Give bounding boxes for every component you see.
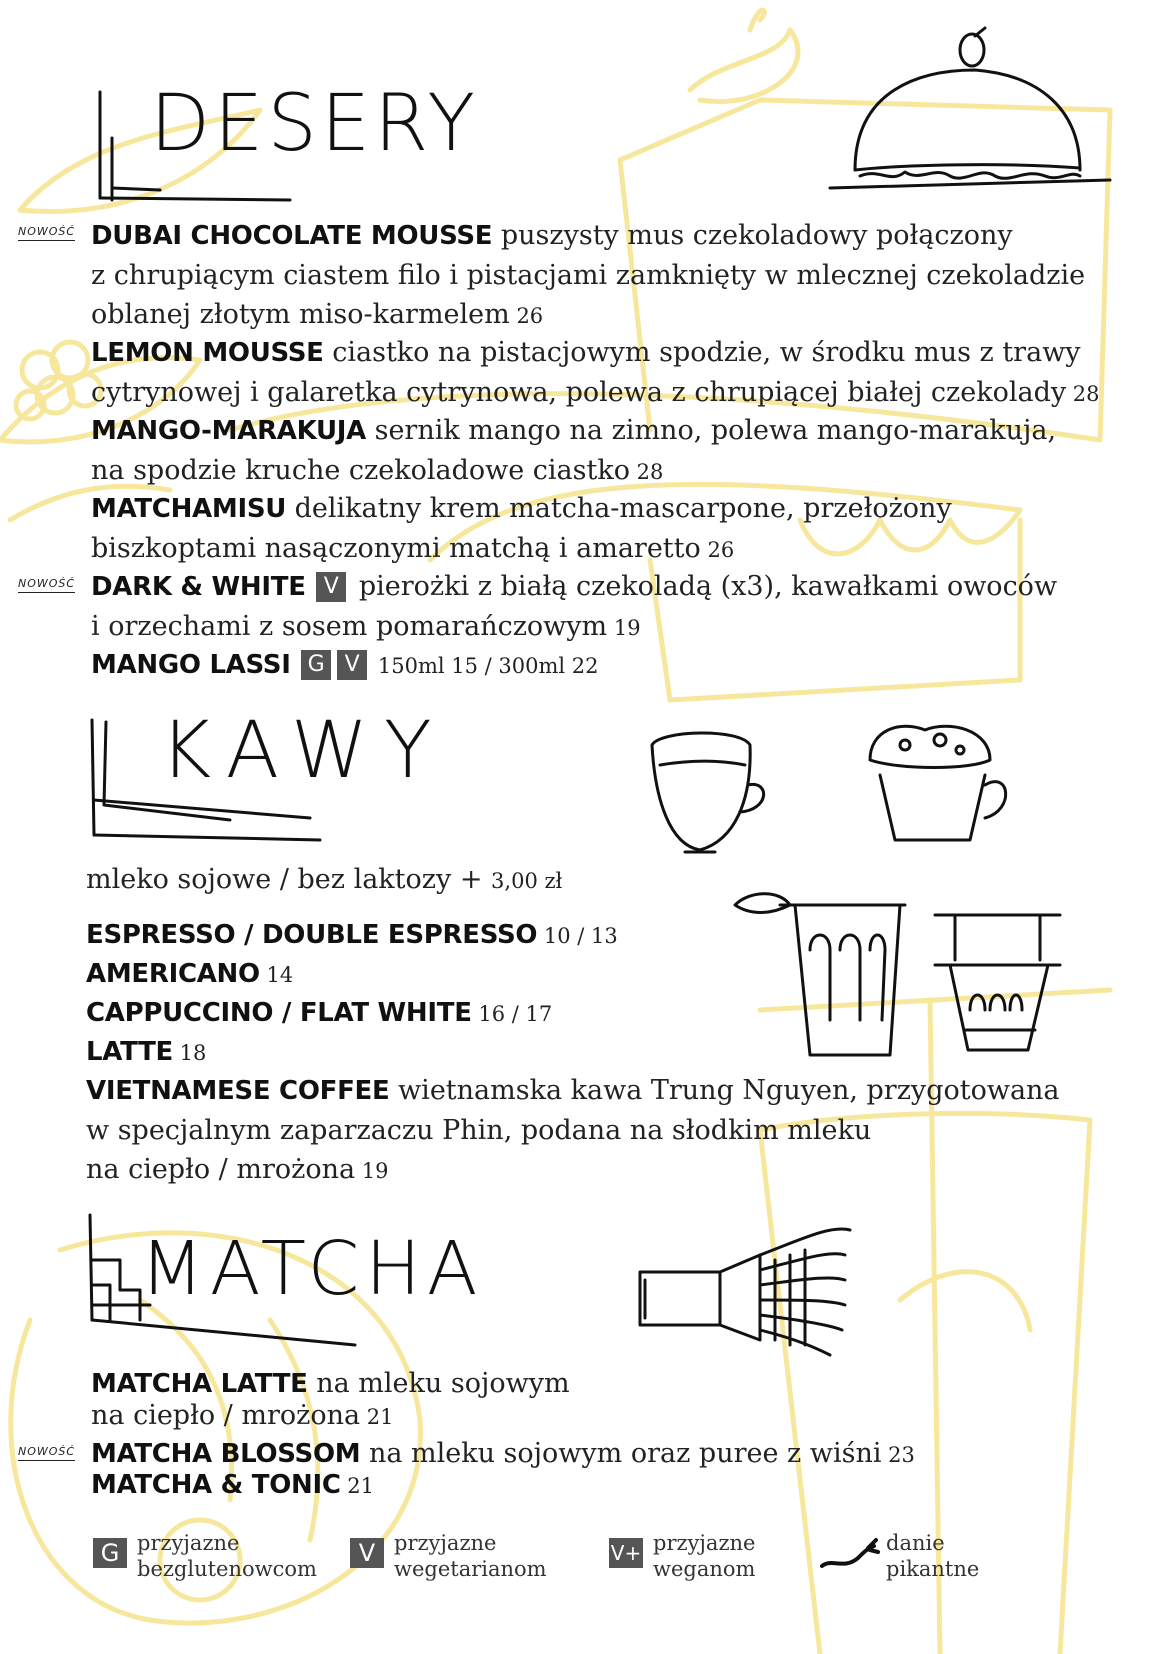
vegetarian-badge: V xyxy=(316,572,346,602)
gluten-free-badge: G xyxy=(93,1538,127,1568)
menu-item-matchamisu: MATCHAMISU delikatny krem matcha-mascarpone, przełożony biszkoptami nasączonymi matchą i amaretto 26 xyxy=(91,493,952,564)
menu-item-matcha-tonic: MATCHA & TONIC 21 xyxy=(91,1470,375,1500)
item-name: AMERICANO xyxy=(86,959,260,989)
legend-vegan: V+ przyjazne weganom xyxy=(610,1531,756,1581)
item-name: MATCHA LATTE xyxy=(91,1369,308,1399)
legend-vegetarian: V przyjazne wegetarianom xyxy=(348,1530,547,1582)
matcha-whisk-icon xyxy=(640,1229,850,1355)
new-badge: NOWOŚĆ xyxy=(18,225,75,238)
menu-item-espresso: ESPRESSO / DOUBLE ESPRESSO 10 / 13 xyxy=(86,920,618,950)
item-name: MATCHAMISU xyxy=(91,494,287,524)
menu-item-vietnamese-coffee: VIETNAMESE COFFEE wietnamska kawa Trung Nguyen, przygotowana w specjalnym zaparzaczu Phin, podana na słodkim mleku na ciepło / mrożona 19 xyxy=(86,1075,1060,1185)
kawy-heading: KAWY xyxy=(160,706,448,796)
coffee-cup-icon xyxy=(652,733,764,852)
menu-item-mango-lassi: MANGO LASSI G V 150ml 15 / 300ml 22 xyxy=(91,650,599,680)
chili-icon xyxy=(818,1536,880,1576)
menu-item-mango-marakuja: MANGO-MARAKUJA sernik mango na zimno, polewa mango-marakuja, na spodzie kruche czekoladowe ciastko 28 xyxy=(91,415,1057,486)
matcha-heading: MATCHA xyxy=(140,1226,484,1312)
menu-item-dark-and-white: DARK & WHITE V pierożki z białą czekoladą (x3), kawałkami owoców i orzechami z sosem pomarańczowym 19 xyxy=(91,571,1058,642)
legend-spicy: danie pikantne xyxy=(818,1530,979,1582)
item-name: MATCHA & TONIC xyxy=(91,1470,341,1500)
item-name: LEMON MOUSSE xyxy=(91,338,324,368)
item-name: MATCHA BLOSSOM xyxy=(91,1439,361,1469)
item-name: VIETNAMESE COFFEE xyxy=(86,1076,390,1106)
menu-item-cappuccino: CAPPUCCINO / FLAT WHITE 16 / 17 xyxy=(86,998,553,1028)
menu-item-matcha-blossom: MATCHA BLOSSOM na mleku sojowym oraz puree z wiśni 23 xyxy=(91,1438,915,1469)
vegan-badge: V+ xyxy=(609,1538,643,1568)
milk-note: mleko sojowe / bez laktozy + 3,00 zł xyxy=(86,864,563,895)
item-name: LATTE xyxy=(86,1037,173,1067)
phin-filter-icon xyxy=(935,915,1060,1050)
vegetarian-badge: V xyxy=(350,1538,384,1568)
cloche-icon xyxy=(830,28,1110,188)
gluten-free-badge: G xyxy=(301,650,331,680)
desery-heading: DESERY xyxy=(150,79,479,169)
item-name: DARK & WHITE xyxy=(91,572,306,602)
item-name: DUBAI CHOCOLATE MOUSSE xyxy=(91,221,493,251)
new-badge: NOWOŚĆ xyxy=(18,577,75,590)
item-name: CAPPUCCINO / FLAT WHITE xyxy=(86,998,472,1028)
item-name: MANGO-MARAKUJA xyxy=(91,416,367,446)
legend-gluten-free: G przyjazne bezglutenowcom xyxy=(91,1530,317,1582)
new-badge: NOWOŚĆ xyxy=(18,1445,75,1458)
menu-item-latte: LATTE 18 xyxy=(86,1037,207,1067)
item-name: MANGO LASSI xyxy=(91,650,291,680)
latte-glass-icon xyxy=(735,894,905,1055)
menu-item-lemon-mousse: LEMON MOUSSE ciastko na pistacjowym spodzie, w środku mus z trawy cytrynowej i galaretka cytrynowa, polewa z chrupiącej białej czekolady 28 xyxy=(91,337,1100,408)
menu-item-americano: AMERICANO 14 xyxy=(86,959,294,989)
item-name: ESPRESSO / DOUBLE ESPRESSO xyxy=(86,920,538,950)
menu-item-dubai-chocolate-mousse: DUBAI CHOCOLATE MOUSSE puszysty mus czekoladowy połączony z chrupiącym ciastem filo i pistacjami zamknięty w mlecznej czekoladzie oblanej złotym miso-karmelem 26 xyxy=(91,220,1086,330)
menu-item-matcha-latte: MATCHA LATTE na mleku sojowym na ciepło / mrożona 21 xyxy=(91,1368,570,1431)
cappuccino-icon xyxy=(870,726,1006,840)
vegetarian-badge: V xyxy=(337,650,367,680)
